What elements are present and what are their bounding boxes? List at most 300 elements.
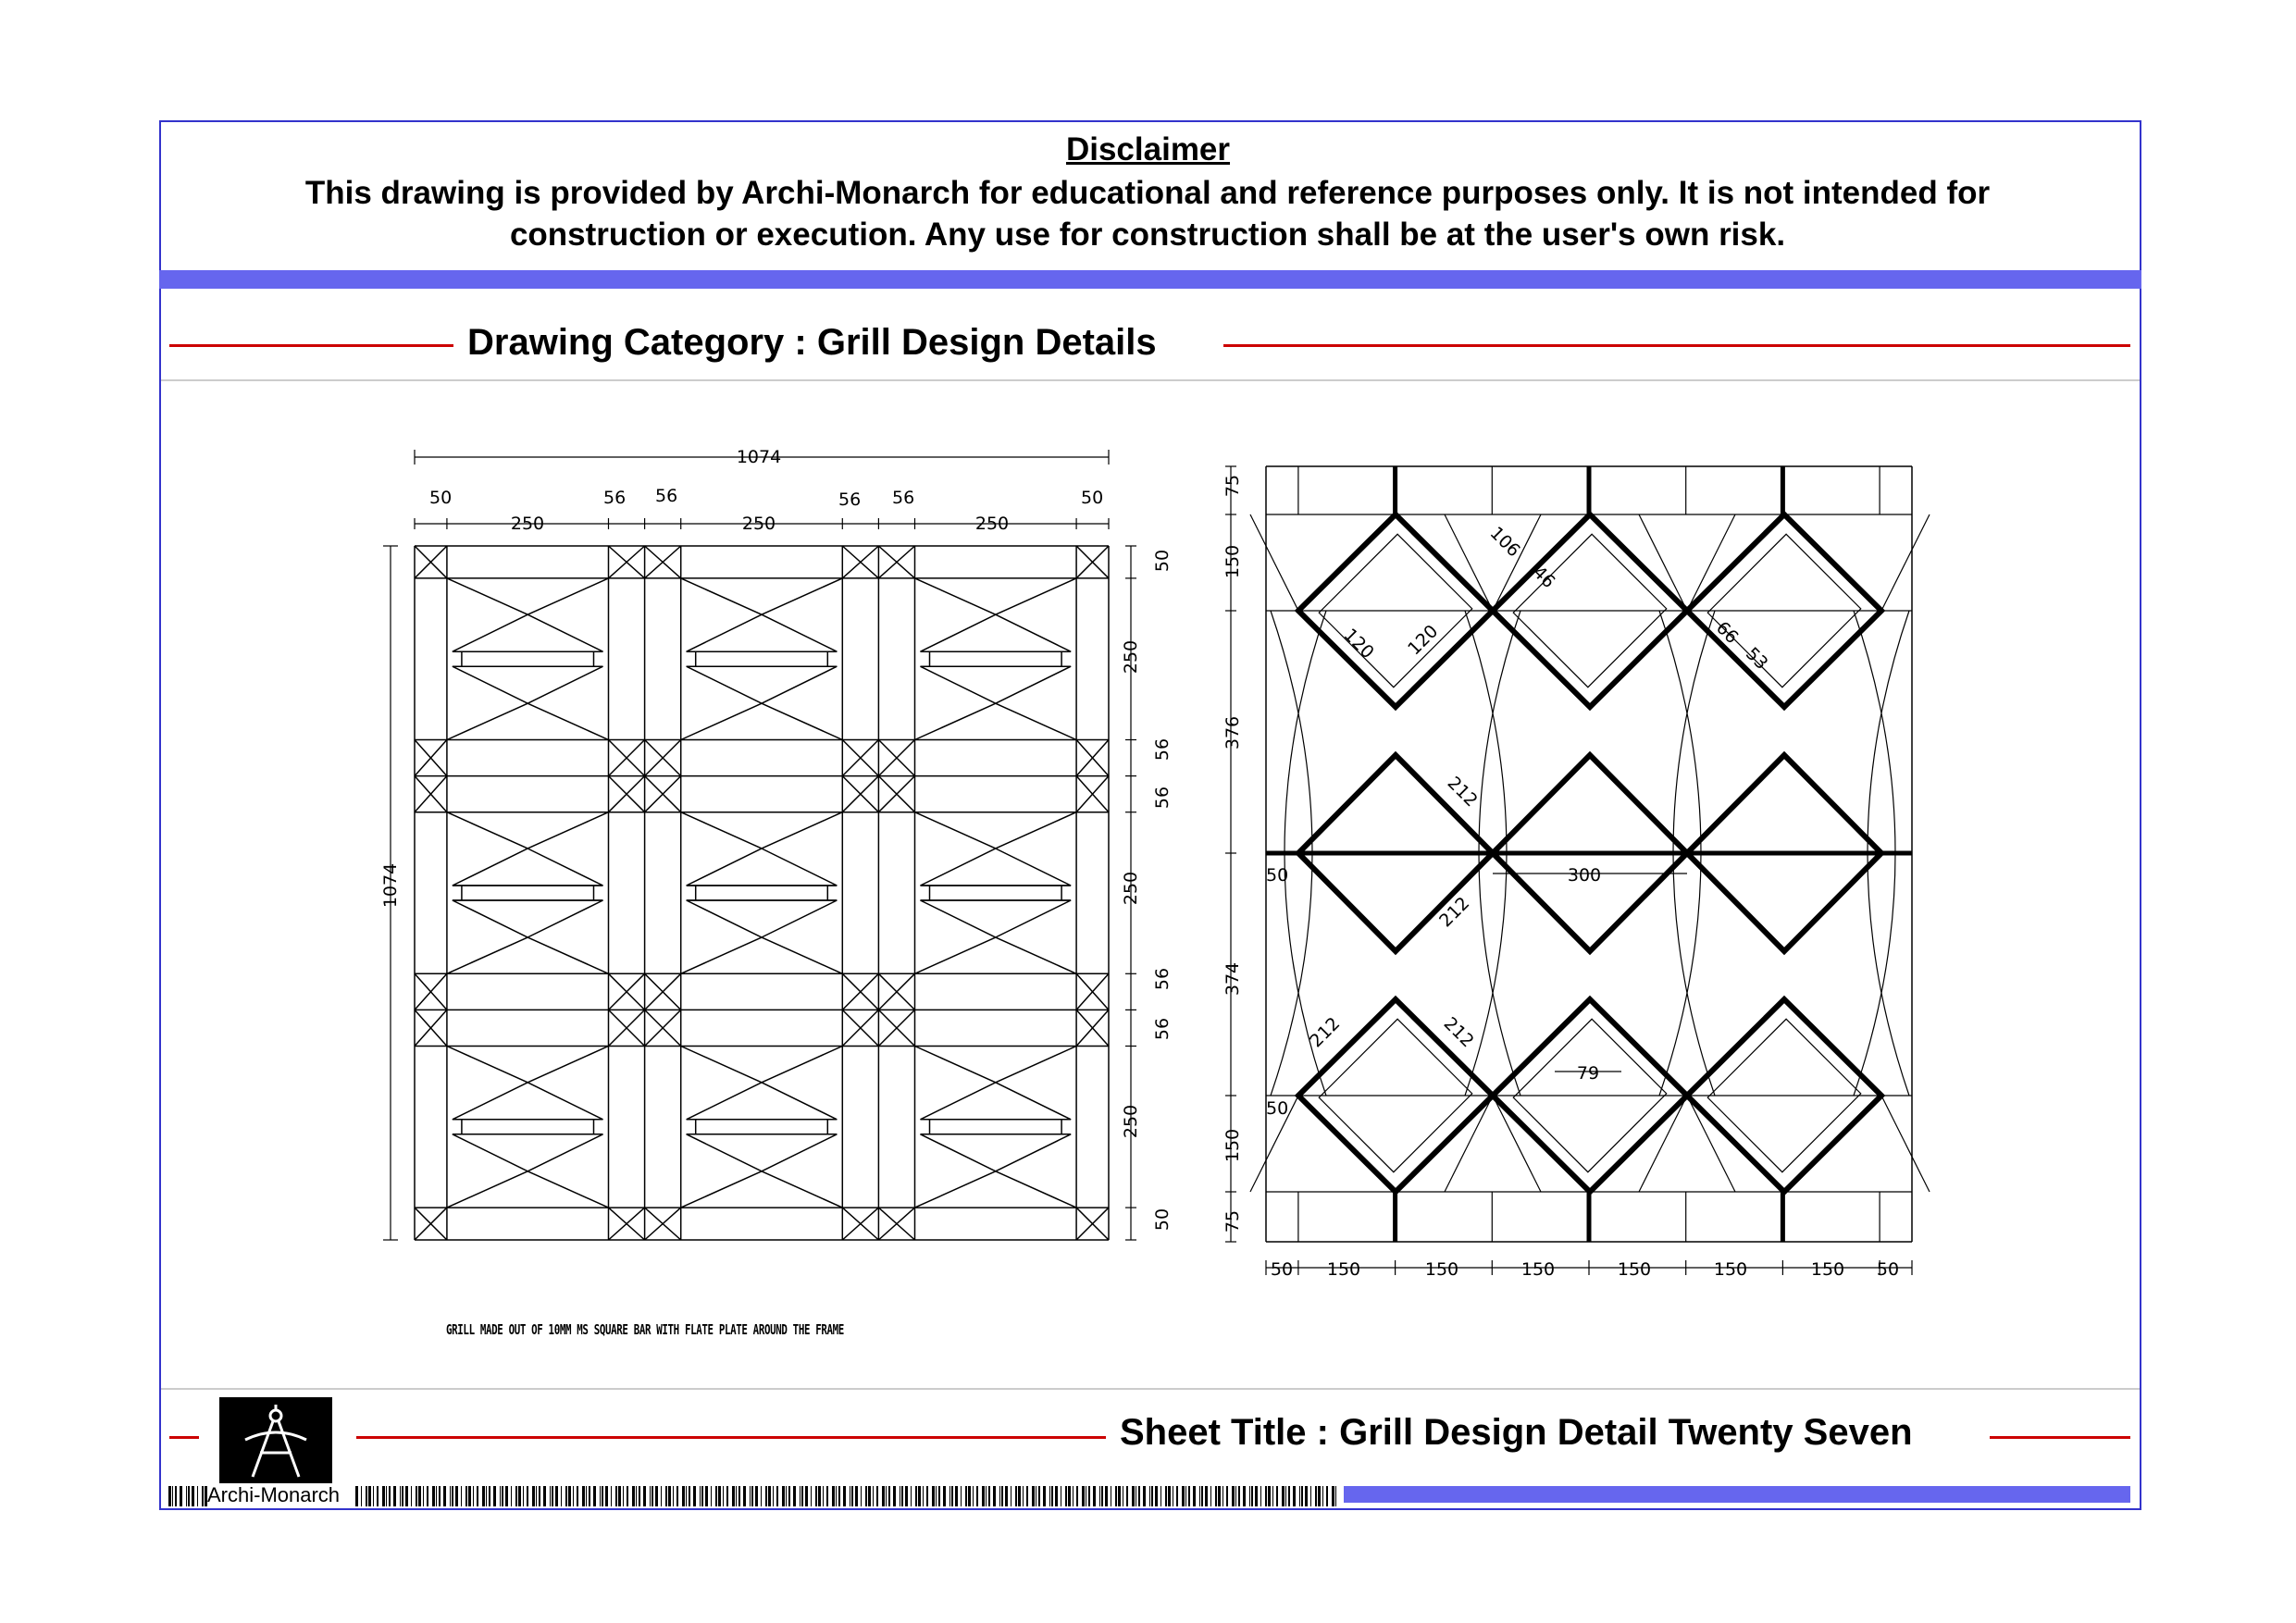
barcode-bar	[1051, 1486, 1053, 1506]
barcode-bar	[389, 1486, 391, 1506]
right-grill-elevation	[1250, 466, 1930, 1242]
diag-bar	[447, 812, 527, 849]
dim-right-left-part: 376	[1222, 715, 1243, 750]
diag-bar	[915, 578, 996, 614]
dim-right-bottom-part: 150	[1520, 1259, 1556, 1280]
dim-right-label: 50	[1266, 1098, 1289, 1119]
diag-bar	[915, 1171, 996, 1208]
barcode-bar	[1332, 1486, 1334, 1506]
barcode-bar	[893, 1486, 896, 1506]
barcode-bar	[439, 1486, 441, 1506]
barcode-bar	[882, 1486, 885, 1506]
barcode-bar	[552, 1486, 553, 1506]
diag-bar	[996, 812, 1076, 849]
diag-bar	[915, 937, 996, 973]
dim-right-left-part: 150	[1222, 1128, 1243, 1163]
arrow-motif-bottom	[453, 666, 603, 703]
disclaimer-line-2: construction or execution. Any use for construction shall be at the user's own risk.	[509, 217, 1786, 253]
barcode-bar	[973, 1486, 974, 1506]
barcode-bar	[868, 1486, 871, 1506]
barcode-bar	[515, 1486, 517, 1506]
barcode-bar	[686, 1486, 687, 1506]
barcode-bar	[1301, 1486, 1303, 1506]
arrow-motif-top	[687, 1083, 838, 1120]
barcode-bar	[366, 1486, 367, 1506]
barcode-bar	[786, 1486, 787, 1506]
barcode-bar	[1305, 1486, 1308, 1506]
barcode-bar	[568, 1486, 571, 1506]
barcode-bar	[555, 1486, 558, 1506]
barcode-bar	[652, 1486, 653, 1506]
dim-right-left-part: 150	[1222, 544, 1243, 579]
barcode-bar	[811, 1486, 812, 1506]
arrow-motif-bottom	[687, 900, 838, 937]
barcode-bar	[823, 1486, 824, 1506]
barcode-bar	[436, 1486, 437, 1506]
diag-bar	[915, 812, 996, 849]
barcode-bar	[511, 1486, 512, 1506]
drawing-category: Drawing Category : Grill Design Details	[467, 322, 1157, 363]
barcode-bar	[643, 1486, 646, 1506]
diag-bar	[527, 812, 608, 849]
barcode-bar	[1001, 1486, 1003, 1506]
barcode-bar	[382, 1486, 385, 1506]
barcode-bar	[589, 1486, 590, 1506]
title-rule-middle	[356, 1436, 1106, 1439]
barcode-bar	[1272, 1486, 1273, 1506]
barcode-bar	[532, 1486, 535, 1506]
barcode-bar	[418, 1486, 421, 1506]
barcode-bar	[818, 1486, 821, 1506]
dim-left-top-bay: 250	[741, 514, 776, 534]
dim-left-right-part: 56	[1152, 1017, 1173, 1041]
barcode-bar	[782, 1486, 785, 1506]
barcode-bar	[765, 1486, 767, 1506]
barcode-bar	[550, 1486, 551, 1506]
barcode-bar	[405, 1486, 408, 1506]
barcode-bar	[673, 1486, 674, 1506]
dim-left-right-part: 250	[1121, 639, 1141, 675]
barcode-bar	[1055, 1486, 1058, 1506]
arrow-motif-top	[921, 1083, 1072, 1120]
barcode-bar	[926, 1486, 928, 1506]
barcode-bar	[411, 1486, 412, 1506]
barcode-bar	[755, 1486, 758, 1506]
barcode-bar	[750, 1486, 751, 1506]
arrow-motif-bottom	[687, 666, 838, 703]
barcode-bar	[186, 1486, 187, 1506]
diag-bar	[762, 703, 842, 739]
barcode-bar	[968, 1486, 971, 1506]
disclaimer-title: Disclaimer	[1065, 131, 1231, 167]
barcode-bar	[518, 1486, 521, 1506]
diag-bar	[996, 1171, 1076, 1208]
logo-text: Archi-Monarch	[207, 1483, 341, 1506]
arrow-motif-bottom	[921, 900, 1072, 937]
barcode-left	[168, 1486, 207, 1506]
barcode-bar	[639, 1486, 640, 1506]
dim-right-bottom-part: 150	[1810, 1259, 1845, 1280]
zigzag-bar	[1881, 1096, 1930, 1192]
barcode-bar	[1251, 1486, 1253, 1506]
arrow-motif-bottom	[687, 1134, 838, 1171]
diag-bar	[762, 937, 842, 973]
barcode-bar	[368, 1486, 371, 1506]
barcode-bar	[689, 1486, 690, 1506]
barcode-bar	[982, 1486, 985, 1506]
barcode-bar	[901, 1486, 903, 1506]
diag-bar	[762, 812, 842, 849]
barcode-bar	[1268, 1486, 1271, 1506]
zigzag-bar	[1250, 514, 1298, 611]
zigzag-bar	[1639, 514, 1687, 611]
barcode-bar	[655, 1486, 658, 1506]
barcode-bar	[502, 1486, 503, 1506]
barcode-bar	[711, 1486, 712, 1506]
barcode-bar	[197, 1486, 198, 1506]
barcode-bar	[586, 1486, 587, 1506]
diag-bar	[996, 1047, 1076, 1083]
barcode-bar	[1322, 1486, 1323, 1506]
arrow-motif-bottom	[921, 666, 1072, 703]
barcode-bar	[1222, 1486, 1223, 1506]
dim-right-label: 120	[1339, 625, 1378, 663]
dim-left-top-bay: 250	[974, 514, 1010, 534]
diag-bar	[527, 703, 608, 739]
barcode-bar	[188, 1486, 190, 1506]
barcode-bar	[452, 1486, 453, 1506]
dim-left-right-part: 56	[1152, 967, 1173, 991]
barcode-bar	[1226, 1486, 1228, 1506]
barcode-bar	[377, 1486, 379, 1506]
barcode-bar	[500, 1486, 501, 1506]
barcode-bar	[565, 1486, 567, 1506]
barcode-bar	[1118, 1486, 1121, 1506]
diag-bar	[681, 1047, 762, 1083]
barcode-bar	[482, 1486, 485, 1506]
disclaimer-line-1: This drawing is provided by Archi-Monarch for educational and reference purposes only. It is not intended for	[304, 175, 1991, 211]
dim-left-right-part: 250	[1121, 871, 1141, 906]
diag-bar	[447, 937, 527, 973]
barcode-bar	[1101, 1486, 1103, 1506]
dim-right-bottom-part: 150	[1424, 1259, 1459, 1280]
barcode-bar	[815, 1486, 817, 1506]
barcode-bar	[600, 1486, 601, 1506]
barcode-bar	[1049, 1486, 1050, 1506]
barcode-bar	[943, 1486, 946, 1506]
barcode-bar	[168, 1486, 171, 1506]
barcode-bar	[1143, 1486, 1146, 1506]
footer-band	[1344, 1486, 2130, 1503]
barcode-bar	[1201, 1486, 1203, 1506]
barcode-bar	[527, 1486, 528, 1506]
barcode-bar	[443, 1486, 446, 1506]
barcode-bar	[1243, 1486, 1246, 1506]
diag-bar	[681, 812, 762, 849]
barcode-bar	[961, 1486, 962, 1506]
barcode-bar	[751, 1486, 753, 1506]
barcode-bar	[1193, 1486, 1196, 1506]
barcode-bar	[1260, 1486, 1261, 1506]
barcode-bar	[682, 1486, 685, 1506]
barcode-bar	[1149, 1486, 1150, 1506]
dim-right-label: 50	[1266, 865, 1289, 886]
barcode-bar	[1215, 1486, 1217, 1506]
dim-left-right-part: 50	[1152, 549, 1173, 573]
barcode-bar	[1126, 1486, 1128, 1506]
barcode-bar	[693, 1486, 696, 1506]
diag-bar	[762, 1047, 842, 1083]
dim-left-top-bay: 250	[510, 514, 545, 534]
barcode-bar	[1318, 1486, 1321, 1506]
dim-right-left-part: 75	[1222, 1209, 1243, 1233]
barcode-bar	[888, 1486, 890, 1506]
barcode-bar	[386, 1486, 387, 1506]
diag-bar	[681, 578, 762, 614]
barcode-bar	[455, 1486, 458, 1506]
barcode-bar	[1068, 1486, 1071, 1506]
barcode-bar	[450, 1486, 451, 1506]
sheet-title: Sheet Title : Grill Design Detail Twenty Seven	[1120, 1412, 1913, 1453]
title-rule-left	[169, 1436, 199, 1439]
barcode-bar	[1018, 1486, 1021, 1506]
left-grill-elevation	[415, 546, 1109, 1240]
barcode-bar	[949, 1486, 950, 1506]
barcode-bar	[938, 1486, 940, 1506]
barcode-bar	[1082, 1486, 1085, 1506]
dim-right-label: 79	[1576, 1063, 1600, 1084]
barcode-bar	[1115, 1486, 1117, 1506]
barcode-bar	[602, 1486, 603, 1506]
barcode-bar	[743, 1486, 746, 1506]
barcode-bar	[865, 1486, 867, 1506]
zigzag-bar	[1445, 1096, 1493, 1192]
barcode-bar	[400, 1486, 401, 1506]
barcode-bar	[700, 1486, 701, 1506]
barcode-bar	[1151, 1486, 1153, 1506]
barcode-bar	[1232, 1486, 1235, 1506]
barcode-bar	[1188, 1486, 1190, 1506]
barcode-bar	[477, 1486, 478, 1506]
barcode-bar	[851, 1486, 853, 1506]
barcode-bar	[873, 1486, 874, 1506]
barcode-bar	[172, 1486, 173, 1506]
diag-bar	[447, 703, 527, 739]
barcode-bar	[838, 1486, 840, 1506]
barcode-bar	[723, 1486, 724, 1506]
zigzag-bar	[1687, 514, 1735, 611]
diag-bar	[681, 937, 762, 973]
barcode-bar	[1093, 1486, 1096, 1506]
barcode-bar	[627, 1486, 628, 1506]
barcode-bar	[855, 1486, 858, 1506]
barcode-bar	[1326, 1486, 1328, 1506]
diag-bar	[915, 703, 996, 739]
barcode-bar	[1210, 1486, 1211, 1506]
barcode-bar	[768, 1486, 771, 1506]
barcode-bar	[1105, 1486, 1108, 1506]
barcode-bar	[1043, 1486, 1046, 1506]
dim-left-top-part: 56	[603, 488, 627, 508]
diag-bar	[527, 937, 608, 973]
barcode-bar	[988, 1486, 990, 1506]
dim-left-right-part: 56	[1152, 737, 1173, 762]
arrow-motif-top	[687, 849, 838, 886]
barcode-bar	[1238, 1486, 1240, 1506]
barcode-bar	[1249, 1486, 1250, 1506]
arrow-motif-top	[921, 614, 1072, 651]
barcode-bar	[539, 1486, 540, 1506]
barcode-bar	[1065, 1486, 1067, 1506]
dim-right-label: 106	[1485, 523, 1524, 562]
barcode-bar	[911, 1486, 912, 1506]
barcode-bar	[1099, 1486, 1100, 1506]
barcode-bar	[832, 1486, 835, 1506]
arrow-motif-top	[687, 614, 838, 651]
barcode-bar	[489, 1486, 490, 1506]
barcode-bar	[1155, 1486, 1158, 1506]
barcode-bar	[468, 1486, 471, 1506]
barcode-bar	[1185, 1486, 1186, 1506]
dim-right-bottom-part: 50	[1876, 1259, 1900, 1280]
barcode-bar	[623, 1486, 624, 1506]
dim-left-overall-width: 1074	[736, 447, 782, 467]
barcode-bar	[577, 1486, 578, 1506]
dim-left-right-part: 250	[1121, 1104, 1141, 1139]
arrow-motif-top	[921, 849, 1072, 886]
barcode-bar	[593, 1486, 596, 1506]
left-dimension-labels	[380, 447, 1173, 1231]
diag-bar	[527, 1171, 608, 1208]
barcode-bar	[736, 1486, 737, 1506]
barcode-bar	[1032, 1486, 1035, 1506]
barcode-bar	[836, 1486, 837, 1506]
barcode-bar	[205, 1486, 207, 1506]
barcode-bar	[523, 1486, 524, 1506]
material-note: GRILL MADE OUT OF 10MM MS SQUARE BAR WITH FLATE PLATE AROUND THE FRAME	[446, 1321, 844, 1338]
barcode-bar	[1076, 1486, 1078, 1506]
barcode-bar	[1168, 1486, 1171, 1506]
barcode-bar	[1088, 1486, 1090, 1506]
dim-left-overall-height: 1074	[380, 862, 401, 909]
barcode-bar	[1218, 1486, 1221, 1506]
diag-bar	[447, 1047, 527, 1083]
arrow-motif-top	[453, 849, 603, 886]
barcode-bar	[473, 1486, 474, 1506]
barcode-bar	[905, 1486, 908, 1506]
barcode-bar	[432, 1486, 435, 1506]
dim-right-label: 66	[1711, 617, 1743, 649]
zigzag-bar	[1687, 1096, 1735, 1192]
arrow-motif-bottom	[453, 1134, 603, 1171]
left-dimension-lines	[383, 450, 1136, 1240]
barcode-bar	[805, 1486, 808, 1506]
barcode-bar	[615, 1486, 617, 1506]
barcode-bar	[788, 1486, 790, 1506]
barcode-bar	[1205, 1486, 1208, 1506]
footer-divider	[161, 1388, 2140, 1390]
barcode-bar	[718, 1486, 721, 1506]
barcode-bar	[175, 1486, 177, 1506]
barcode-bar	[1293, 1486, 1296, 1506]
barcode-bar	[1276, 1486, 1278, 1506]
barcode-bar	[676, 1486, 678, 1506]
barcode-bar	[493, 1486, 496, 1506]
compass-icon	[219, 1397, 332, 1484]
diag-bar	[996, 578, 1076, 614]
barcode-bar	[668, 1486, 671, 1506]
archi-monarch-logo	[219, 1397, 332, 1484]
barcode-bar	[536, 1486, 537, 1506]
barcode-bar	[918, 1486, 921, 1506]
barcode-bar	[1182, 1486, 1185, 1506]
dim-right-label: 46	[1528, 562, 1559, 593]
barcode-bar	[1282, 1486, 1285, 1506]
barcode-bar	[976, 1486, 978, 1506]
barcode-bar	[573, 1486, 574, 1506]
barcode-bar	[843, 1486, 846, 1506]
barcode-bar	[1073, 1486, 1074, 1506]
dim-right-label: 120	[1404, 621, 1443, 660]
barcode-bar	[999, 1486, 1000, 1506]
dim-right-label: 212	[1306, 1013, 1345, 1052]
barcode-bar	[402, 1486, 403, 1506]
arrow-motif-top	[453, 1083, 603, 1120]
barcode-bar	[665, 1486, 667, 1506]
barcode-bar	[876, 1486, 878, 1506]
barcode-bar	[202, 1486, 204, 1506]
barcode-bar	[826, 1486, 828, 1506]
zigzag-bar	[1493, 1096, 1541, 1192]
barcode-bar	[486, 1486, 487, 1506]
barcode-bar	[761, 1486, 762, 1506]
diag-bar	[996, 703, 1076, 739]
diag-bar	[681, 1171, 762, 1208]
diag-bar	[447, 1171, 527, 1208]
barcode-bar	[650, 1486, 651, 1506]
barcode-bar	[1285, 1486, 1286, 1506]
barcode-bar	[1199, 1486, 1200, 1506]
barcode-bar	[861, 1486, 862, 1506]
arrow-motif-bottom	[921, 1134, 1072, 1171]
barcode-bar	[192, 1486, 194, 1506]
barcode-bar	[932, 1486, 935, 1506]
barcode-bar	[915, 1486, 917, 1506]
barcode-bar	[986, 1486, 987, 1506]
barcode-bar	[715, 1486, 717, 1506]
dim-right-bottom-part: 50	[1270, 1259, 1294, 1280]
barcode-bar	[705, 1486, 708, 1506]
dim-right-bottom-part: 150	[1326, 1259, 1361, 1280]
diag-bar	[527, 1047, 608, 1083]
barcode-bar	[1255, 1486, 1258, 1506]
barcode-bar	[1235, 1486, 1236, 1506]
diag-bar	[915, 1047, 996, 1083]
diag-bar	[681, 703, 762, 739]
barcode-bar	[1299, 1486, 1300, 1506]
barcode-bar	[355, 1486, 358, 1506]
barcode-bar	[180, 1486, 182, 1506]
barcode-bar	[1132, 1486, 1135, 1506]
dim-right-label: 212	[1435, 893, 1474, 932]
barcode-bar	[661, 1486, 662, 1506]
barcode-bar	[416, 1486, 417, 1506]
dim-left-top-part: 56	[892, 488, 915, 508]
barcode-bar	[965, 1486, 967, 1506]
dim-right-label: 53	[1741, 643, 1772, 675]
barcode-bar	[1015, 1486, 1017, 1506]
barcode-bar	[1335, 1486, 1336, 1506]
